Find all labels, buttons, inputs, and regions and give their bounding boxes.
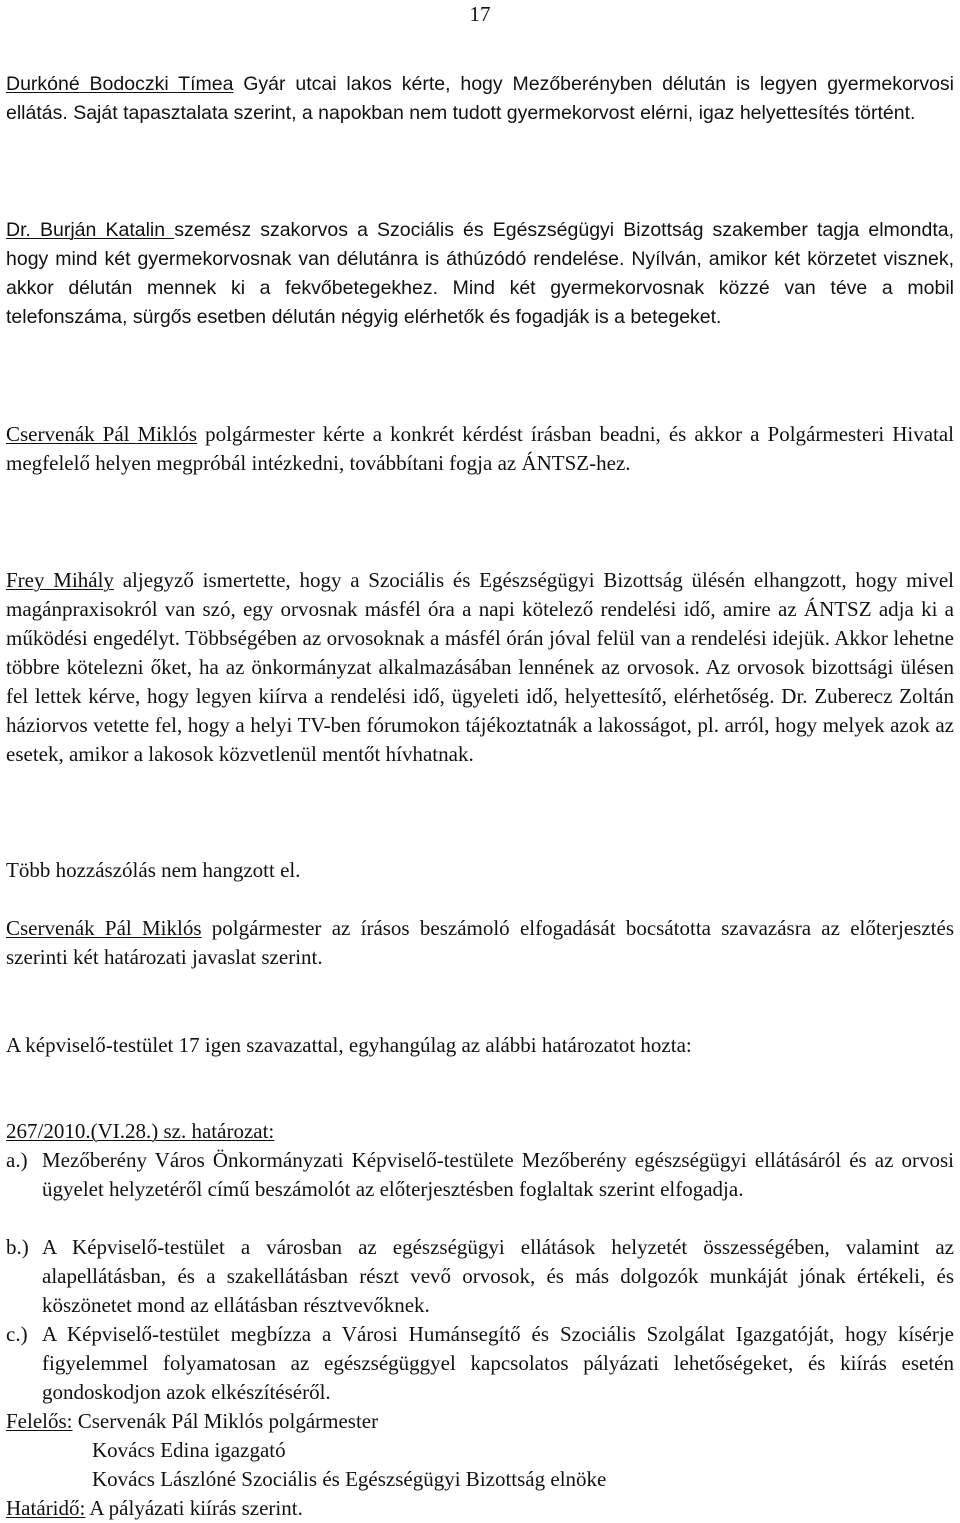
paragraph-cservenak-2 — [6, 914, 954, 972]
responsible-label: Felelős: — [6, 1409, 73, 1433]
paragraph-text: polgármester az írásos beszámoló elfogadását bocsátotta szavazásra az előterjesztés szerinti két határozati javaslat szerint. — [6, 916, 954, 969]
paragraph-text: szemész szakorvos a Szociális és Egészségügyi Bizottság szakember tagja elmondta, hogy mind két gyermekorvosnak van délutánra is áthúzódó rendelése. Nyílván, amikor két körzetet visznek, akkor délután mennek ki a fekvőbetegekhez. Mind két gyermekorvosnak közzé van téve a mobil telefonszáma, sürgős esetben délután négyig elérhetők és fogadják is a betegeket. — [6, 219, 954, 328]
item-label: c.) — [6, 1322, 28, 1346]
speaker-name: Cservenák Pál Miklós — [6, 422, 198, 446]
paragraph-text: polgármester kérte a konkrét kérdést írásban beadni, és akkor a Polgármesteri Hivatal megfelelő helyen megpróbál intézkedni, továbbítani fogja az ÁNTSZ-hez. — [6, 422, 955, 475]
paragraph-text: aljegyző ismertette, hogy a Szociális és Egészségügyi Bizottság ülésén elhangzott, hogy mivel magánpraxisokról van szó, egy orvosnak másfél óra a napi kötelező rendelési idő, amire az ÁNTSZ adja ki a működési engedélyt. Többségében az orvosoknak a másfél órán jóval felül van a rendelési idejük. Akkor lehetne többre kötelezni őket, ha az önkormányzat alkalmazásában lennének az orvosok. Az orvosok bizottsági ülésen fel lettek kérve, hogy legyen kiírva a rendelési idő, ügyeleti idő, helyettesítő, elérhetőség. Dr. Zuberecz Zoltán háziorvos vetette fel, hogy a helyi TV-ben fórumokon tájékoztatnák a lakosságot, pl. arról, hogy melyek azok az esetek, amikor a lakosok közvetlenül mentőt hívhatnak. — [6, 568, 955, 766]
deadline-line — [6, 1494, 303, 1523]
paragraph-text: Gyár utcai lakos kérte, hogy Mezőberényben délután is legyen gyermekorvosi ellátás. Saját tapasztalata szerint, a napokban nem tudott gyermekorvost elérni, igaz helyettesítés történt. — [6, 73, 954, 124]
item-text: Mezőberény Város Önkormányzati Képviselő-testülete Mezőberény egészségügyi ellátásáról és az orvosi ügyelet helyzetéről című beszámolót az előterjesztésben foglaltak szerint elfogadja. — [42, 1148, 954, 1201]
speaker-name: Cservenák Pál Miklós — [6, 916, 202, 940]
speaker-name: Frey Mihály — [6, 568, 114, 592]
speaker-name: Durkóné Bodoczki Tímea — [6, 73, 234, 95]
item-label: b.) — [6, 1235, 29, 1259]
deadline-text: A pályázati kiírás szerint. — [89, 1496, 303, 1520]
page-number: 17 — [469, 2, 491, 26]
paragraph-durkone — [6, 70, 954, 128]
paragraph-no-more-comments: Több hozzászólás nem hangzott el. — [6, 858, 301, 882]
resolution-item-a — [6, 1146, 954, 1204]
item-text: A Képviselő-testület a városban az egészségügyi ellátások helyzetét összességében, valamint az alapellátásban, és a szakellátásban részt vevő orvosok, és más dolgozók munkáját jónak értékeli, és köszönetet mond az ellátásban résztvevőknek. — [42, 1235, 954, 1317]
paragraph-cservenak-1 — [6, 420, 954, 478]
responsible-person-2: Kovács Edina igazgató — [92, 1438, 286, 1462]
paragraph-burjan — [6, 216, 954, 332]
paragraph-frey — [6, 566, 954, 769]
resolution-item-c — [6, 1320, 954, 1407]
resolution-item-b — [6, 1233, 954, 1320]
deadline-label: Határidő: — [6, 1496, 86, 1520]
paragraph-vote-result: A képviselő-testület 17 igen szavazattal, egyhangúlag az alábbi határozatot hozta: — [6, 1033, 692, 1057]
item-label: a.) — [6, 1148, 28, 1172]
item-text: A Képviselő-testület megbízza a Városi Humánsegítő és Szociális Szolgálat Igazgatóját, hogy kísérje figyelemmel folyamatosan az egészségüggyel kapcsolatos pályázati lehetőségeket, és kiírás esetén gondoskodjon azok elkészítéséről. — [42, 1322, 954, 1404]
speaker-name: Dr. Burján Katalin — [6, 219, 175, 241]
responsible-line — [6, 1407, 378, 1436]
resolution-title: 267/2010.(VI.28.) sz. határozat: — [6, 1119, 275, 1143]
responsible-person: Cservenák Pál Miklós polgármester — [77, 1409, 379, 1433]
responsible-person-3: Kovács Lászlóné Szociális és Egészségügyi Bizottság elnöke — [92, 1467, 607, 1491]
